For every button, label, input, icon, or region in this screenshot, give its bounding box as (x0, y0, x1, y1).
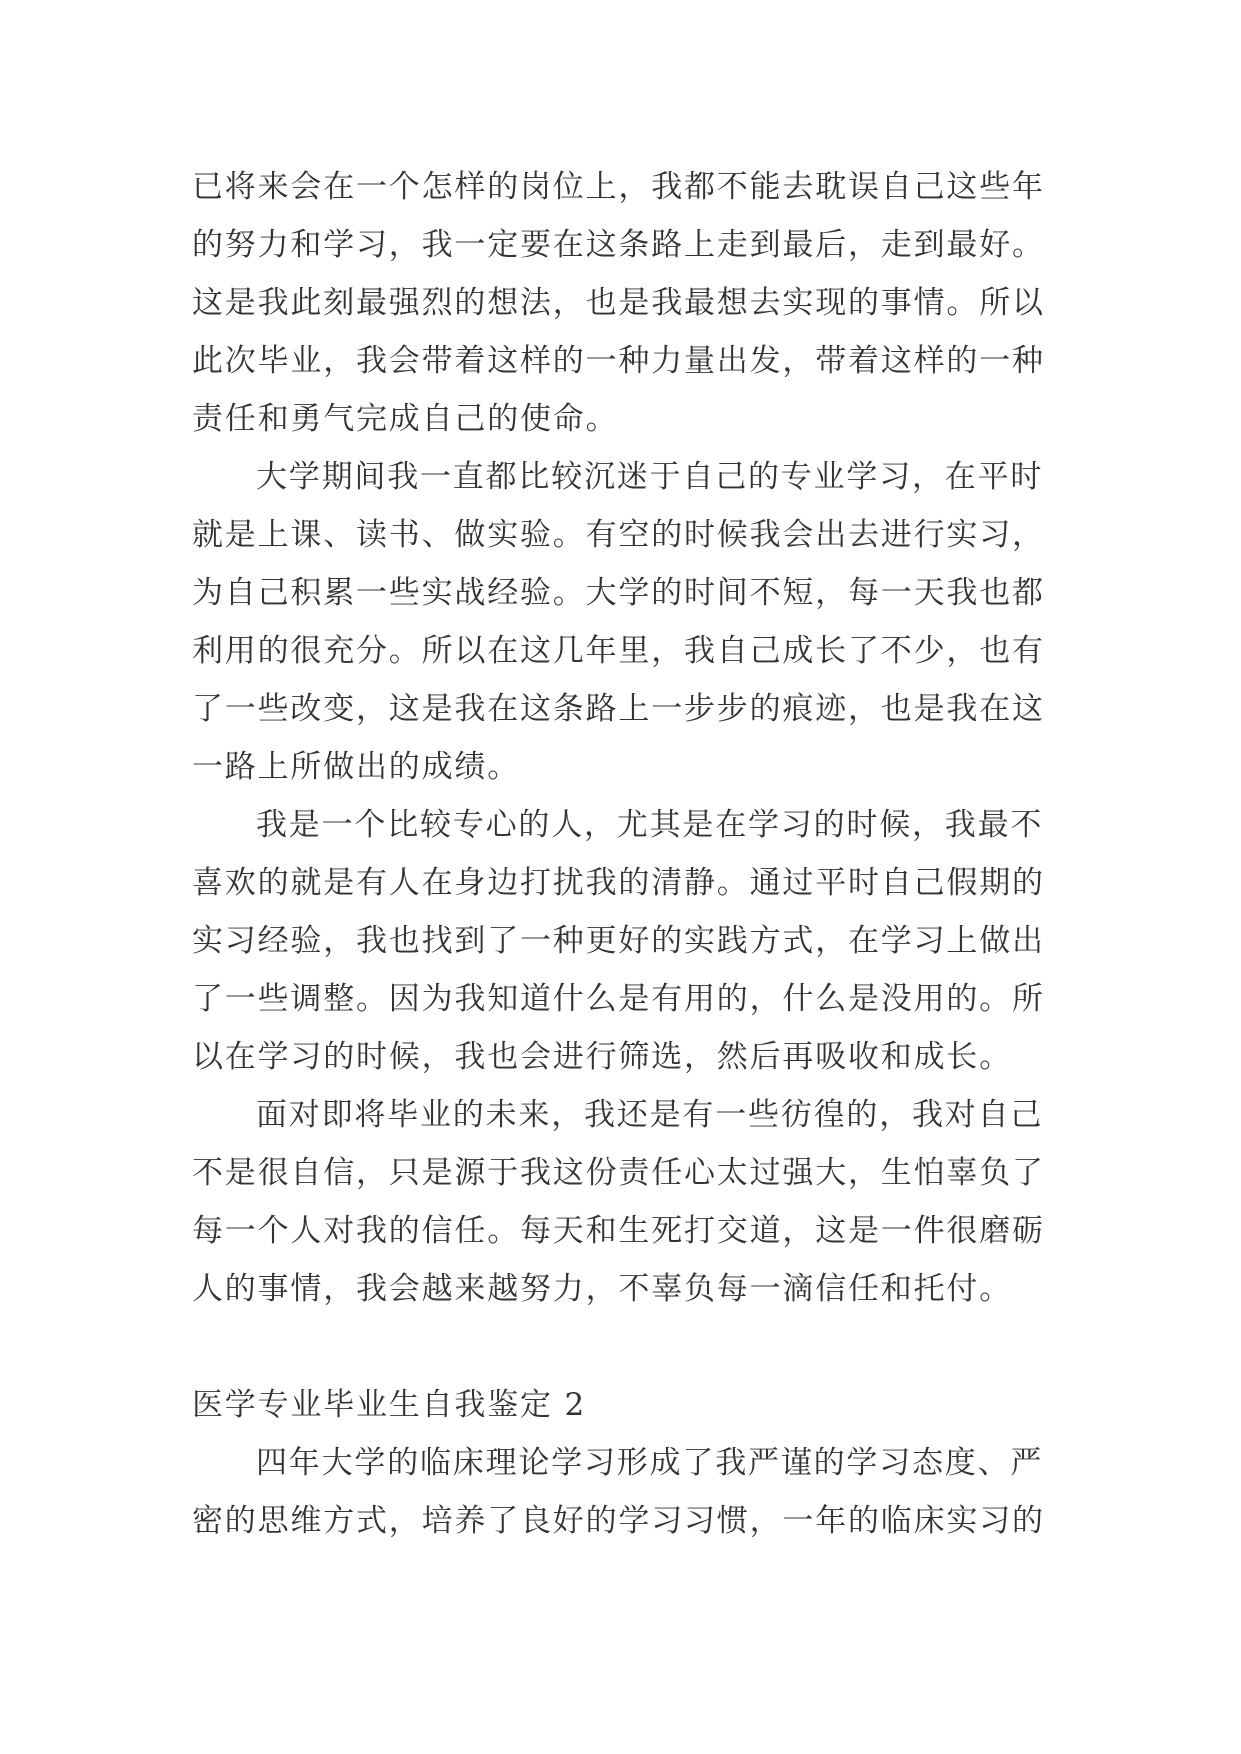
text-line: 我是一个比较专心的人，尤其是在学习的时候，我最不 (256, 807, 1044, 843)
text-line: 已将来会在一个怎样的岗位上，我都不能去耽误自己这些年 (192, 169, 1045, 205)
text-line: 密的思维方式，培养了良好的学习习惯，一年的临床实习的 (192, 1503, 1045, 1539)
text-line: 就是上课、读书、做实验。有空的时候我会出去进行实习， (192, 517, 1045, 553)
text-line: 利用的很充分。所以在这几年里，我自己成长了不少，也有 (192, 633, 1045, 669)
text-line: 面对即将毕业的未来，我还是有一些彷徨的，我对自己 (256, 1097, 1044, 1133)
paragraph-4 (192, 1086, 1052, 1318)
text-line: 一路上所做出的成绩。 (192, 749, 520, 785)
text-line: 了一些调整。因为我知道什么是有用的，什么是没用的。所 (192, 981, 1045, 1017)
paragraph-3 (192, 796, 1052, 1086)
text-line: 这是我此刻最强烈的想法，也是我最想去实现的事情。所以 (192, 285, 1045, 321)
paragraph-2 (192, 448, 1052, 796)
paragraph-1 (192, 158, 1052, 448)
text-line: 每一个人对我的信任。每天和生死打交道，这是一件很磨砺 (192, 1213, 1045, 1249)
text-line: 的努力和学习，我一定要在这条路上走到最后，走到最好。 (192, 227, 1045, 263)
text-line: 此次毕业，我会带着这样的一种力量出发，带着这样的一种 (192, 343, 1045, 379)
paragraph-5 (192, 1434, 1052, 1550)
document-body (192, 158, 1052, 1550)
text-line: 四年大学的临床理论学习形成了我严谨的学习态度、严 (256, 1445, 1044, 1481)
section-spacer (192, 1318, 1052, 1376)
text-line: 喜欢的就是有人在身边打扰我的清静。通过平时自己假期的 (192, 865, 1045, 901)
text-line: 责任和勇气完成自己的使命。 (192, 401, 619, 437)
text-line: 了一些改变，这是我在这条路上一步步的痕迹，也是我在这 (192, 691, 1045, 727)
section-heading: 医学专业毕业生自我鉴定 2 (192, 1387, 586, 1423)
text-line: 为自己积累一些实战经验。大学的时间不短，每一天我也都 (192, 575, 1045, 611)
text-line: 实习经验，我也找到了一种更好的实践方式，在学习上做出 (192, 923, 1045, 959)
text-line: 大学期间我一直都比较沉迷于自己的专业学习，在平时 (256, 459, 1044, 495)
text-line: 不是很自信，只是源于我这份责任心太过强大，生怕辜负了 (192, 1155, 1045, 1191)
text-line: 以在学习的时候，我也会进行筛选，然后再吸收和成长。 (192, 1039, 1012, 1075)
text-line: 人的事情，我会越来越努力，不辜负每一滴信任和托付。 (192, 1271, 1012, 1307)
